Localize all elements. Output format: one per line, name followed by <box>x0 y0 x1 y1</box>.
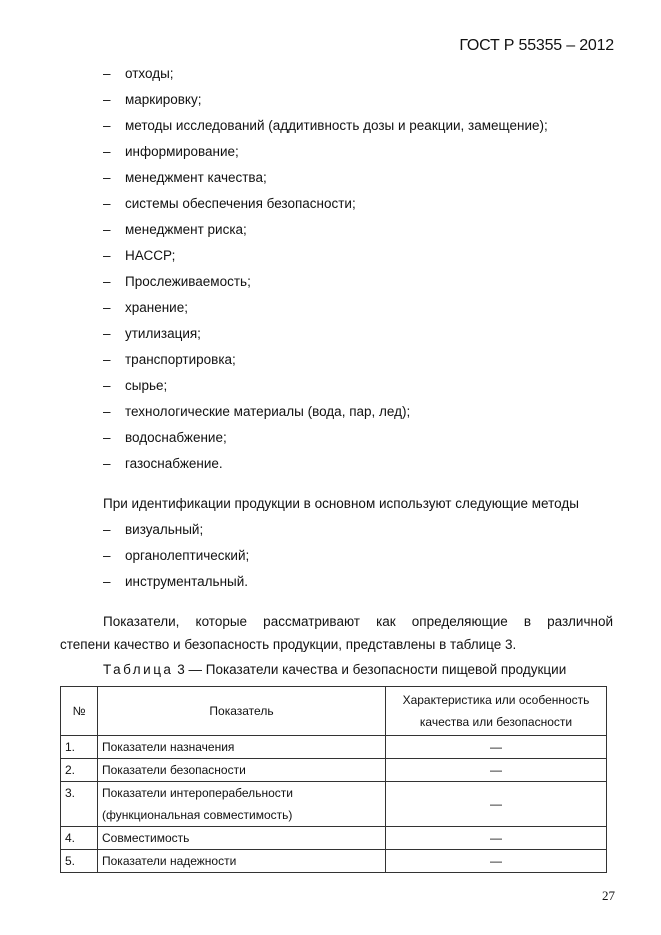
list-item-text: информирование; <box>125 144 239 159</box>
row-indicator: Показатели надежности <box>98 850 386 873</box>
list-item <box>103 324 548 350</box>
row-value: — <box>386 850 607 873</box>
row-indicator-line2: (функциональная совместимость) <box>102 808 293 822</box>
list-item <box>103 272 548 298</box>
list-dash: – <box>103 352 111 367</box>
list-dash: – <box>103 522 111 537</box>
table-caption-number: 3 <box>177 662 185 677</box>
list-item <box>103 546 249 572</box>
row-num: 1. <box>61 736 98 759</box>
list-item-text: водоснабжение; <box>125 430 227 445</box>
list-item-text: сырье; <box>125 378 168 393</box>
list-dash: – <box>103 274 111 289</box>
row-indicator: Показатели назначения <box>98 736 386 759</box>
row-indicator <box>98 782 386 827</box>
list-item-text: отходы; <box>125 66 174 81</box>
list-dash: – <box>103 66 111 81</box>
row-indicator: Совместимость <box>98 827 386 850</box>
list-item <box>103 90 548 116</box>
list-item-text: транспортировка; <box>125 352 236 367</box>
list-dash: – <box>103 548 111 563</box>
header-characteristic <box>386 687 607 736</box>
list-item <box>103 402 548 428</box>
row-num: 5. <box>61 850 98 873</box>
list-dash: – <box>103 300 111 315</box>
table-caption-label: Таблица <box>103 662 174 677</box>
methods-list <box>103 520 249 598</box>
list-item-text: системы обеспечения безопасности; <box>125 196 356 211</box>
list-item <box>103 298 548 324</box>
list-item <box>103 454 548 480</box>
row-indicator-line1: Показатели интероперабельности <box>102 786 293 800</box>
table-row <box>61 827 607 850</box>
table-row <box>61 782 607 827</box>
indicators-paragraph-line1: Показатели, которые рассматривают как определяющие в различной <box>103 614 613 629</box>
row-value: — <box>386 827 607 850</box>
list-dash: – <box>103 222 111 237</box>
row-value: — <box>386 782 607 827</box>
list-item-text: визуальный; <box>125 522 204 537</box>
list-item-text: менеджмент качества; <box>125 170 267 185</box>
aspects-list <box>103 64 548 480</box>
list-item-text: органолептический; <box>125 548 250 563</box>
list-item-text: хранение; <box>125 300 188 315</box>
list-item-text: НАССР; <box>125 248 176 263</box>
document-number-header: ГОСТ Р 55355 – 2012 <box>459 37 614 54</box>
list-dash: – <box>103 378 111 393</box>
table-row <box>61 850 607 873</box>
list-dash: – <box>103 430 111 445</box>
list-item-text: Прослеживаемость; <box>125 274 251 289</box>
list-item <box>103 350 548 376</box>
table-caption-title: — Показатели качества и безопасности пищевой продукции <box>188 662 567 677</box>
list-dash: – <box>103 574 111 589</box>
row-num: 3. <box>61 782 98 827</box>
list-item <box>103 64 548 90</box>
row-value: — <box>386 736 607 759</box>
table-row <box>61 759 607 782</box>
header-indicator: Показатель <box>98 687 386 736</box>
list-item-text: газоснабжение. <box>125 456 223 471</box>
header-characteristic-line1: Характеристика или особенность <box>402 693 590 707</box>
list-item <box>103 376 548 402</box>
list-item-text: менеджмент риска; <box>125 222 247 237</box>
list-item <box>103 572 249 598</box>
list-dash: – <box>103 196 111 211</box>
list-dash: – <box>103 456 111 471</box>
row-indicator: Показатели безопасности <box>98 759 386 782</box>
row-num: 2. <box>61 759 98 782</box>
list-dash: – <box>103 118 111 133</box>
list-item <box>103 428 548 454</box>
table-header-row <box>61 687 607 736</box>
list-item <box>103 520 249 546</box>
list-item-text: технологические материалы (вода, пар, лед); <box>125 404 411 419</box>
row-num: 4. <box>61 827 98 850</box>
indicators-paragraph-line2: степени качество и безопасность продукции, представлены в таблице 3. <box>60 637 517 652</box>
row-value: — <box>386 759 607 782</box>
list-item-text: методы исследований (аддитивность дозы и реакции, замещение); <box>125 118 548 133</box>
list-item <box>103 142 548 168</box>
identification-paragraph: При идентификации продукции в основном используют следующие методы <box>103 496 579 511</box>
list-item <box>103 194 548 220</box>
indicators-table <box>60 686 607 873</box>
table-caption <box>103 662 566 677</box>
list-dash: – <box>103 170 111 185</box>
list-item-text: утилизация; <box>125 326 201 341</box>
page-number: 27 <box>602 888 615 903</box>
list-dash: – <box>103 92 111 107</box>
list-item-text: инструментальный. <box>125 574 249 589</box>
list-item <box>103 168 548 194</box>
header-num: № <box>61 687 98 736</box>
header-characteristic-line2: качества или безопасности <box>419 715 573 729</box>
table-row <box>61 736 607 759</box>
list-item-text: маркировку; <box>125 92 202 107</box>
list-dash: – <box>103 144 111 159</box>
list-dash: – <box>103 404 111 419</box>
list-dash: – <box>103 248 111 263</box>
list-item <box>103 220 548 246</box>
list-item <box>103 116 548 142</box>
list-dash: – <box>103 326 111 341</box>
list-item <box>103 246 548 272</box>
